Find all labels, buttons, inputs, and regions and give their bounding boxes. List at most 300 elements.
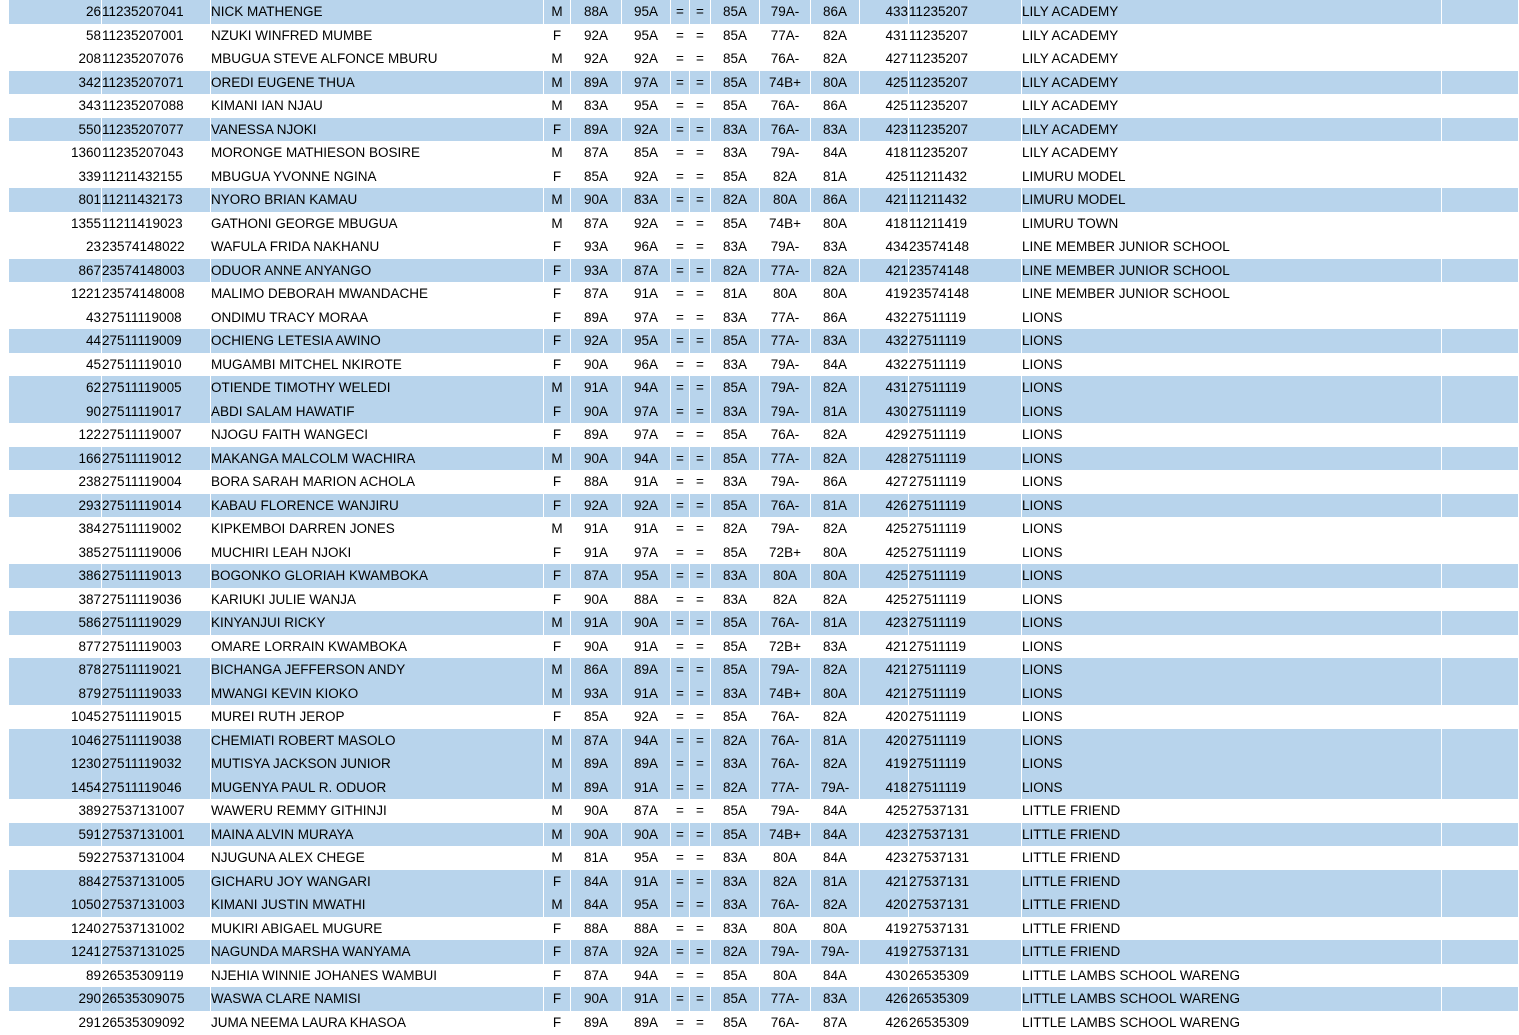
- equals1-cell: =: [671, 940, 690, 964]
- score2-cell: 91A: [622, 987, 671, 1011]
- row-gutter: [0, 846, 9, 870]
- sex-cell: F: [544, 423, 571, 447]
- row-gutter: [0, 541, 9, 565]
- score2-cell: 91A: [622, 470, 671, 494]
- table-row[interactable]: [0, 47, 1519, 71]
- total-cell: 429: [860, 423, 909, 447]
- row-trailing-space: [1442, 71, 1519, 95]
- equals1-cell: =: [671, 400, 690, 424]
- table-row[interactable]: [0, 987, 1519, 1011]
- sex-cell: F: [544, 705, 571, 729]
- total-cell: 421: [860, 259, 909, 283]
- table-row[interactable]: [0, 1011, 1519, 1035]
- school-name-cell: LITTLE FRIEND: [1022, 846, 1442, 870]
- table-row[interactable]: [0, 964, 1519, 988]
- school-code-cell: 11211432: [909, 188, 1022, 212]
- score2-cell: 89A: [622, 658, 671, 682]
- table-row[interactable]: [0, 870, 1519, 894]
- table-row[interactable]: [0, 235, 1519, 259]
- row-trailing-space: [1442, 917, 1519, 941]
- total-cell: 432: [860, 353, 909, 377]
- row-gutter: [0, 635, 9, 659]
- table-row[interactable]: [0, 71, 1519, 95]
- table-row[interactable]: [0, 165, 1519, 189]
- school-name-cell: LINE MEMBER JUNIOR SCHOOL: [1022, 282, 1442, 306]
- score4-cell: 80A: [760, 964, 811, 988]
- table-row[interactable]: [0, 564, 1519, 588]
- score1-cell: 89A: [571, 1011, 622, 1035]
- school-name-cell: LIMURU MODEL: [1022, 188, 1442, 212]
- score1-cell: 91A: [571, 541, 622, 565]
- rank-cell: 208: [9, 47, 102, 71]
- row-trailing-space: [1442, 541, 1519, 565]
- sex-cell: F: [544, 470, 571, 494]
- sex-cell: F: [544, 118, 571, 142]
- table-row[interactable]: [0, 917, 1519, 941]
- index-number-cell: 23574148008: [102, 282, 211, 306]
- row-gutter: [0, 235, 9, 259]
- equals2-cell: =: [690, 306, 711, 330]
- row-gutter: [0, 188, 9, 212]
- index-number-cell: 27537131004: [102, 846, 211, 870]
- candidate-name-cell: MBUGUA STEVE ALFONCE MBURU: [211, 47, 544, 71]
- row-gutter: [0, 306, 9, 330]
- score1-cell: 89A: [571, 118, 622, 142]
- index-number-cell: 27511119006: [102, 541, 211, 565]
- table-row[interactable]: [0, 329, 1519, 353]
- school-code-cell: 27537131: [909, 823, 1022, 847]
- rank-cell: 1045: [9, 705, 102, 729]
- total-cell: 420: [860, 729, 909, 753]
- table-row[interactable]: [0, 447, 1519, 471]
- row-gutter: [0, 893, 9, 917]
- equals2-cell: =: [690, 658, 711, 682]
- row-gutter: [0, 212, 9, 236]
- rank-cell: 342: [9, 71, 102, 95]
- school-name-cell: LIONS: [1022, 588, 1442, 612]
- score1-cell: 89A: [571, 423, 622, 447]
- rank-cell: 1050: [9, 893, 102, 917]
- score3-cell: 85A: [711, 494, 760, 518]
- total-cell: 421: [860, 658, 909, 682]
- score3-cell: 85A: [711, 0, 760, 24]
- school-name-cell: LIONS: [1022, 400, 1442, 424]
- row-trailing-space: [1442, 729, 1519, 753]
- rank-cell: 238: [9, 470, 102, 494]
- candidate-name-cell: WAFULA FRIDA NAKHANU: [211, 235, 544, 259]
- score2-cell: 92A: [622, 47, 671, 71]
- equals1-cell: =: [671, 235, 690, 259]
- equals2-cell: =: [690, 846, 711, 870]
- sex-cell: M: [544, 0, 571, 24]
- table-row[interactable]: [0, 729, 1519, 753]
- score5-cell: 82A: [811, 24, 860, 48]
- school-code-cell: 27537131: [909, 940, 1022, 964]
- equals2-cell: =: [690, 0, 711, 24]
- school-name-cell: LIONS: [1022, 517, 1442, 541]
- score3-cell: 83A: [711, 141, 760, 165]
- score4-cell: 76A-: [760, 893, 811, 917]
- table-row[interactable]: [0, 24, 1519, 48]
- score2-cell: 97A: [622, 541, 671, 565]
- table-row[interactable]: [0, 141, 1519, 165]
- table-row[interactable]: [0, 212, 1519, 236]
- school-name-cell: LIONS: [1022, 329, 1442, 353]
- row-trailing-space: [1442, 893, 1519, 917]
- total-cell: 432: [860, 329, 909, 353]
- table-row[interactable]: [0, 823, 1519, 847]
- index-number-cell: 11235207076: [102, 47, 211, 71]
- index-number-cell: 11211432173: [102, 188, 211, 212]
- school-name-cell: LINE MEMBER JUNIOR SCHOOL: [1022, 259, 1442, 283]
- score4-cell: 77A-: [760, 24, 811, 48]
- sex-cell: F: [544, 588, 571, 612]
- total-cell: 423: [860, 846, 909, 870]
- school-code-cell: 11235207: [909, 71, 1022, 95]
- school-code-cell: 11235207: [909, 118, 1022, 142]
- score2-cell: 92A: [622, 705, 671, 729]
- equals2-cell: =: [690, 893, 711, 917]
- score5-cell: 82A: [811, 447, 860, 471]
- index-number-cell: 26535309119: [102, 964, 211, 988]
- score5-cell: 86A: [811, 0, 860, 24]
- equals1-cell: =: [671, 494, 690, 518]
- score3-cell: 85A: [711, 1011, 760, 1035]
- score4-cell: 77A-: [760, 259, 811, 283]
- table-row[interactable]: [0, 682, 1519, 706]
- score4-cell: 76A-: [760, 47, 811, 71]
- equals2-cell: =: [690, 517, 711, 541]
- table-row[interactable]: [0, 282, 1519, 306]
- score1-cell: 85A: [571, 705, 622, 729]
- school-code-cell: 27511119: [909, 682, 1022, 706]
- candidate-name-cell: KIMANI JUSTIN MWATHI: [211, 893, 544, 917]
- table-row[interactable]: [0, 611, 1519, 635]
- table-row[interactable]: [0, 376, 1519, 400]
- score2-cell: 85A: [622, 141, 671, 165]
- school-name-cell: LIONS: [1022, 447, 1442, 471]
- table-row[interactable]: [0, 705, 1519, 729]
- school-code-cell: 27537131: [909, 917, 1022, 941]
- row-trailing-space: [1442, 494, 1519, 518]
- equals2-cell: =: [690, 588, 711, 612]
- total-cell: 420: [860, 705, 909, 729]
- score2-cell: 88A: [622, 588, 671, 612]
- score5-cell: 80A: [811, 212, 860, 236]
- table-row[interactable]: [0, 541, 1519, 565]
- equals2-cell: =: [690, 282, 711, 306]
- table-row[interactable]: [0, 353, 1519, 377]
- sex-cell: F: [544, 400, 571, 424]
- score5-cell: 82A: [811, 658, 860, 682]
- equals1-cell: =: [671, 259, 690, 283]
- score4-cell: 79A-: [760, 141, 811, 165]
- score4-cell: 76A-: [760, 729, 811, 753]
- equals2-cell: =: [690, 24, 711, 48]
- score1-cell: 91A: [571, 611, 622, 635]
- row-gutter: [0, 329, 9, 353]
- sex-cell: M: [544, 94, 571, 118]
- index-number-cell: 27511119015: [102, 705, 211, 729]
- score2-cell: 94A: [622, 964, 671, 988]
- row-trailing-space: [1442, 212, 1519, 236]
- candidate-name-cell: OMARE LORRAIN KWAMBOKA: [211, 635, 544, 659]
- school-name-cell: LIONS: [1022, 423, 1442, 447]
- score3-cell: 82A: [711, 259, 760, 283]
- index-number-cell: 26535309092: [102, 1011, 211, 1035]
- score3-cell: 85A: [711, 635, 760, 659]
- row-trailing-space: [1442, 165, 1519, 189]
- school-code-cell: 11211419: [909, 212, 1022, 236]
- table-row[interactable]: [0, 118, 1519, 142]
- index-number-cell: 23574148003: [102, 259, 211, 283]
- index-number-cell: 27537131005: [102, 870, 211, 894]
- school-name-cell: LITTLE FRIEND: [1022, 870, 1442, 894]
- row-gutter: [0, 564, 9, 588]
- score3-cell: 85A: [711, 47, 760, 71]
- school-code-cell: 26535309: [909, 987, 1022, 1011]
- score1-cell: 87A: [571, 564, 622, 588]
- score1-cell: 88A: [571, 917, 622, 941]
- school-code-cell: 27511119: [909, 564, 1022, 588]
- total-cell: 423: [860, 118, 909, 142]
- score1-cell: 89A: [571, 71, 622, 95]
- school-name-cell: LILY ACADEMY: [1022, 0, 1442, 24]
- row-trailing-space: [1442, 47, 1519, 71]
- school-code-cell: 27511119: [909, 635, 1022, 659]
- table-row[interactable]: [0, 0, 1519, 24]
- rank-cell: 45: [9, 353, 102, 377]
- sex-cell: M: [544, 752, 571, 776]
- score2-cell: 94A: [622, 447, 671, 471]
- equals1-cell: =: [671, 47, 690, 71]
- total-cell: 423: [860, 823, 909, 847]
- school-name-cell: LILY ACADEMY: [1022, 141, 1442, 165]
- score4-cell: 80A: [760, 564, 811, 588]
- equals1-cell: =: [671, 306, 690, 330]
- equals1-cell: =: [671, 118, 690, 142]
- sex-cell: F: [544, 870, 571, 894]
- sex-cell: M: [544, 729, 571, 753]
- equals2-cell: =: [690, 235, 711, 259]
- table-row[interactable]: [0, 94, 1519, 118]
- score5-cell: 81A: [811, 611, 860, 635]
- rank-cell: 26: [9, 0, 102, 24]
- equals2-cell: =: [690, 118, 711, 142]
- equals1-cell: =: [671, 776, 690, 800]
- total-cell: 425: [860, 564, 909, 588]
- total-cell: 432: [860, 306, 909, 330]
- table-row[interactable]: [0, 470, 1519, 494]
- score2-cell: 95A: [622, 893, 671, 917]
- score4-cell: 79A-: [760, 799, 811, 823]
- candidate-name-cell: MUCHIRI LEAH NJOKI: [211, 541, 544, 565]
- row-trailing-space: [1442, 400, 1519, 424]
- total-cell: 433: [860, 0, 909, 24]
- score4-cell: 77A-: [760, 776, 811, 800]
- table-row[interactable]: [0, 799, 1519, 823]
- equals2-cell: =: [690, 494, 711, 518]
- candidate-name-cell: GICHARU JOY WANGARI: [211, 870, 544, 894]
- score1-cell: 88A: [571, 470, 622, 494]
- sex-cell: F: [544, 235, 571, 259]
- score5-cell: 80A: [811, 71, 860, 95]
- school-name-cell: LITTLE FRIEND: [1022, 940, 1442, 964]
- row-trailing-space: [1442, 870, 1519, 894]
- row-gutter: [0, 118, 9, 142]
- score3-cell: 85A: [711, 94, 760, 118]
- row-trailing-space: [1442, 987, 1519, 1011]
- score5-cell: 80A: [811, 917, 860, 941]
- index-number-cell: 27511119021: [102, 658, 211, 682]
- school-name-cell: LITTLE FRIEND: [1022, 823, 1442, 847]
- score2-cell: 97A: [622, 71, 671, 95]
- score2-cell: 88A: [622, 917, 671, 941]
- table-row[interactable]: [0, 846, 1519, 870]
- table-row[interactable]: [0, 776, 1519, 800]
- index-number-cell: 23574148022: [102, 235, 211, 259]
- school-name-cell: LIONS: [1022, 658, 1442, 682]
- candidate-name-cell: JUMA NEEMA LAURA KHASOA: [211, 1011, 544, 1035]
- score4-cell: 76A-: [760, 423, 811, 447]
- total-cell: 426: [860, 494, 909, 518]
- table-row[interactable]: [0, 940, 1519, 964]
- index-number-cell: 27537131001: [102, 823, 211, 847]
- row-gutter: [0, 682, 9, 706]
- total-cell: 428: [860, 447, 909, 471]
- row-trailing-space: [1442, 517, 1519, 541]
- school-code-cell: 26535309: [909, 964, 1022, 988]
- score2-cell: 89A: [622, 1011, 671, 1035]
- score2-cell: 97A: [622, 306, 671, 330]
- table-row[interactable]: [0, 635, 1519, 659]
- score4-cell: 76A-: [760, 118, 811, 142]
- total-cell: 419: [860, 282, 909, 306]
- score3-cell: 83A: [711, 118, 760, 142]
- school-name-cell: LITTLE LAMBS SCHOOL WARENG: [1022, 987, 1442, 1011]
- rank-cell: 877: [9, 635, 102, 659]
- equals2-cell: =: [690, 141, 711, 165]
- score4-cell: 74B+: [760, 71, 811, 95]
- total-cell: 430: [860, 400, 909, 424]
- total-cell: 419: [860, 917, 909, 941]
- score3-cell: 85A: [711, 964, 760, 988]
- rank-cell: 867: [9, 259, 102, 283]
- candidate-name-cell: BICHANGA JEFFERSON ANDY: [211, 658, 544, 682]
- table-row[interactable]: [0, 658, 1519, 682]
- table-row[interactable]: [0, 259, 1519, 283]
- score3-cell: 85A: [711, 24, 760, 48]
- school-name-cell: LIONS: [1022, 635, 1442, 659]
- score5-cell: 82A: [811, 588, 860, 612]
- table-row[interactable]: [0, 423, 1519, 447]
- score3-cell: 82A: [711, 776, 760, 800]
- score1-cell: 87A: [571, 729, 622, 753]
- table-row[interactable]: [0, 893, 1519, 917]
- row-trailing-space: [1442, 235, 1519, 259]
- score1-cell: 87A: [571, 282, 622, 306]
- equals1-cell: =: [671, 376, 690, 400]
- school-code-cell: 27511119: [909, 588, 1022, 612]
- table-row[interactable]: [0, 188, 1519, 212]
- score5-cell: 84A: [811, 353, 860, 377]
- row-gutter: [0, 729, 9, 753]
- equals2-cell: =: [690, 635, 711, 659]
- table-row[interactable]: [0, 494, 1519, 518]
- rank-cell: 89: [9, 964, 102, 988]
- sex-cell: F: [544, 940, 571, 964]
- index-number-cell: 27537131025: [102, 940, 211, 964]
- index-number-cell: 27511119017: [102, 400, 211, 424]
- table-row[interactable]: [0, 752, 1519, 776]
- row-gutter: [0, 799, 9, 823]
- score5-cell: 80A: [811, 682, 860, 706]
- score4-cell: 77A-: [760, 987, 811, 1011]
- school-code-cell: 27511119: [909, 470, 1022, 494]
- score3-cell: 83A: [711, 306, 760, 330]
- table-row[interactable]: [0, 306, 1519, 330]
- total-cell: 420: [860, 893, 909, 917]
- school-code-cell: 11235207: [909, 47, 1022, 71]
- row-trailing-space: [1442, 94, 1519, 118]
- candidate-name-cell: MUGAMBI MITCHEL NKIROTE: [211, 353, 544, 377]
- sex-cell: M: [544, 447, 571, 471]
- equals1-cell: =: [671, 329, 690, 353]
- table-row[interactable]: [0, 588, 1519, 612]
- score5-cell: 80A: [811, 541, 860, 565]
- score3-cell: 85A: [711, 611, 760, 635]
- score3-cell: 81A: [711, 282, 760, 306]
- score3-cell: 83A: [711, 917, 760, 941]
- score1-cell: 84A: [571, 893, 622, 917]
- total-cell: 425: [860, 588, 909, 612]
- equals1-cell: =: [671, 1011, 690, 1035]
- total-cell: 425: [860, 165, 909, 189]
- table-row[interactable]: [0, 400, 1519, 424]
- school-name-cell: LIONS: [1022, 776, 1442, 800]
- score3-cell: 83A: [711, 682, 760, 706]
- table-row[interactable]: [0, 517, 1519, 541]
- row-trailing-space: [1442, 682, 1519, 706]
- total-cell: 418: [860, 141, 909, 165]
- candidate-name-cell: NJOGU FAITH WANGECI: [211, 423, 544, 447]
- score4-cell: 79A-: [760, 376, 811, 400]
- score1-cell: 91A: [571, 517, 622, 541]
- rank-cell: 62: [9, 376, 102, 400]
- equals1-cell: =: [671, 470, 690, 494]
- score3-cell: 85A: [711, 799, 760, 823]
- sex-cell: M: [544, 47, 571, 71]
- rank-cell: 1355: [9, 212, 102, 236]
- equals1-cell: =: [671, 588, 690, 612]
- school-name-cell: LITTLE FRIEND: [1022, 799, 1442, 823]
- row-trailing-space: [1442, 964, 1519, 988]
- row-trailing-space: [1442, 118, 1519, 142]
- score2-cell: 90A: [622, 611, 671, 635]
- candidate-name-cell: ABDI SALAM HAWATIF: [211, 400, 544, 424]
- row-gutter: [0, 165, 9, 189]
- candidate-name-cell: KINYANJUI RICKY: [211, 611, 544, 635]
- row-gutter: [0, 400, 9, 424]
- score4-cell: 82A: [760, 588, 811, 612]
- index-number-cell: 27511119007: [102, 423, 211, 447]
- score4-cell: 79A-: [760, 235, 811, 259]
- score1-cell: 90A: [571, 353, 622, 377]
- school-code-cell: 27511119: [909, 776, 1022, 800]
- score5-cell: 84A: [811, 141, 860, 165]
- score2-cell: 94A: [622, 376, 671, 400]
- school-name-cell: LILY ACADEMY: [1022, 118, 1442, 142]
